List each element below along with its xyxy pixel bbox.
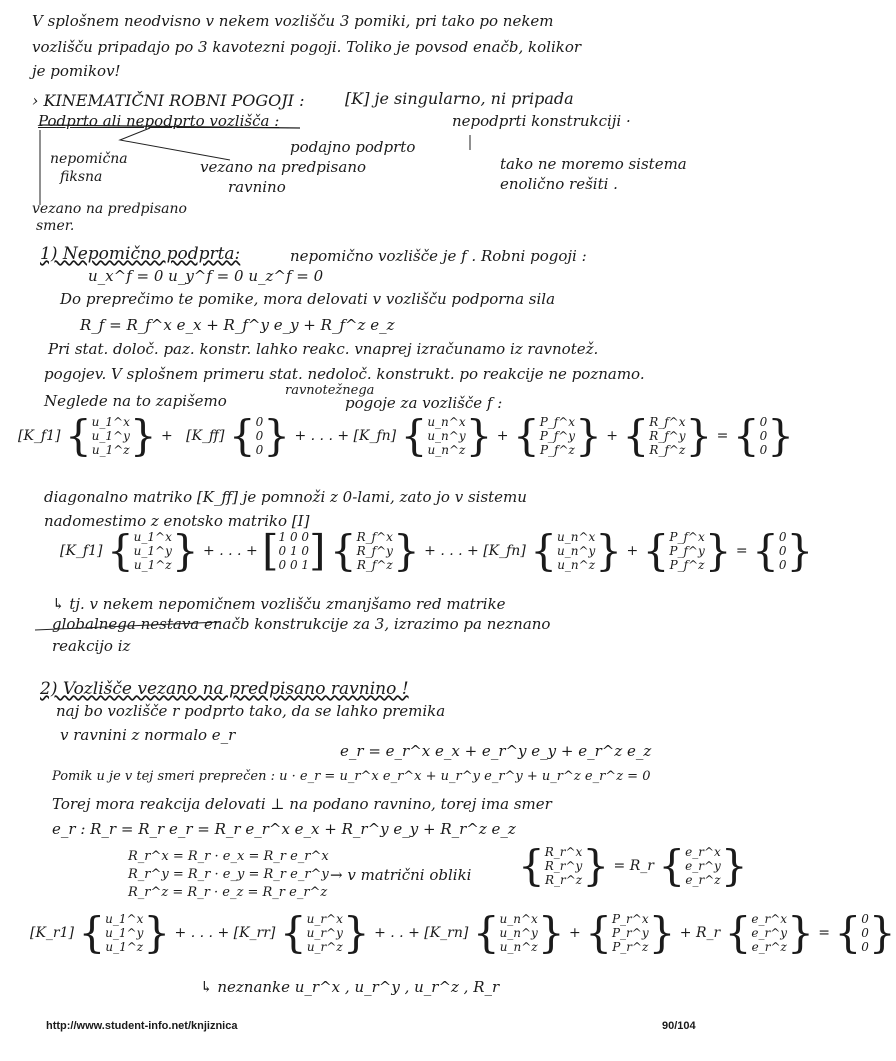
section-1-line-4: Pri stat. določ. paz. konstr. lahko reakc. vnaprej izračunamo iz ravnotež.	[48, 340, 599, 358]
matrix-form-label: → v matrični obliki	[330, 866, 472, 884]
section-1-line-8: nadomestimo z enotsko matriko [I]	[44, 512, 310, 530]
section-1-line-10: globalnega nestava enačb konstrukcije za 3, izrazimo pa neznano	[52, 615, 551, 633]
section-1-line-6c: pogoje za vozlišče f :	[345, 394, 503, 412]
support-types-title: Podprto ali nepodprto vozlišča :	[38, 112, 280, 130]
elastic-support-label: podajno podprto	[290, 138, 416, 156]
section-1-line-2: Do preprečimo te pomike, mora delovati v vozlišču podporna sila	[60, 290, 556, 308]
footer-url[interactable]: http://www.student-info.net/knjiznica	[46, 1020, 238, 1032]
reaction-x: R_r^x = R_r · e_x = R_r e_r^x	[128, 849, 329, 864]
direction-support-label: vezano na predpisano	[32, 201, 187, 217]
equation-4: [K_r1] { u_1^x u_1^y u_1^z } + . . . + [K_rr] { u_r^x u_r^y u_r^z } + . . + [K_rn] { u_n^x u_n^y u_n^z } + { P_r^x P_r^y P_r^z } + R_r { e_r^x e_r^y e_r^z } = { 0 0 0 }	[30, 908, 896, 957]
intro-line-2: vozlišču pripadajo po 3 kavotezni pogoji. Toliko je povsod enačb, kolikor	[32, 38, 582, 56]
kinematic-note: [K] je singularno, ni pripada	[345, 89, 574, 108]
section-1-line-6: Neglede na to zapišemo	[44, 392, 227, 410]
direction-support-label-2: smer.	[36, 218, 75, 234]
section-1-line-11: reakcijo iz	[52, 637, 131, 655]
section-1-title: 1) Nepomično podprta:	[40, 244, 241, 264]
equation-3: { R_r^x R_r^y R_r^z } = R_r { e_r^x e_r^y e_r^z }	[518, 841, 748, 890]
intro-line-3: je pomikov!	[32, 62, 121, 80]
reaction-z: R_r^z = R_r · e_z = R_r e_r^z	[128, 885, 328, 900]
section-1-conditions: u_x^f = 0 u_y^f = 0 u_z^f = 0	[88, 267, 324, 285]
no-solution-note-2: enolično rešiti .	[500, 175, 618, 193]
plane-support-label: vezano na predpisano	[200, 158, 367, 176]
fixed-support-label: nepomična	[50, 151, 128, 167]
section-2-line-2: naj bo vozlišče r podprto tako, da se lahko premika	[56, 702, 446, 720]
section-1-line-5: pogojev. V splošnem primeru stat. nedoloč. konstrukt. po reakcije ne poznamo.	[44, 365, 645, 383]
kinematic-note-2: nepodprti konstrukciji ·	[452, 112, 631, 130]
reaction-y: R_r^y = R_r · e_y = R_r e_r^y	[128, 867, 329, 882]
section-2-line-7: e_r : R_r = R_r e_r = R_r e_r^x e_x + R_r^y e_y + R_r^z e_z	[52, 820, 516, 838]
fixed-support-label-2: fiksna	[60, 169, 103, 185]
section-1-line-9: ↳ tj. v nekem nepomičnem vozlišču zmanjšamo red matrike	[52, 595, 506, 613]
reaction-formula: R_f = R_f^x e_x + R_f^y e_y + R_f^z e_z	[80, 316, 395, 334]
plane-support-label-2: ravnino	[228, 178, 286, 196]
section-2-line-5: Pomik u je v tej smeri preprečen : u · e_r = u_r^x e_r^x + u_r^y e_r^y + u_r^z e_r^z = 0	[52, 769, 651, 784]
section-1-line-6b: ravnotežnega	[285, 383, 375, 398]
section-1-intro: nepomično vozlišče je f . Robni pogoji :	[290, 247, 587, 265]
equation-2: [K_f1] { u_1^x u_1^y u_1^z } + . . . + [ 1 0 0 0 1 0 0 0 1 ] { R_f^x R_f^y R_f^z } + . . . + [K_fn] { u_n^x u_n^y u_n^z } + { P_f^x P_f^y P_f^z } = { 0 0 0 }	[60, 526, 814, 575]
no-solution-note: tako ne moremo sistema	[500, 155, 687, 173]
kinematic-heading: › KINEMATIČNI ROBNI POGOJI :	[32, 91, 305, 110]
intro-line-1: V splošnem neodvisno v nekem vozlišču 3 pomiki, pri tako po nekem	[32, 12, 554, 30]
section-2-line-3: v ravnini z normalo e_r	[60, 726, 236, 744]
section-2-line-6: Torej mora reakcija delovati ⊥ na podano ravnino, torej ima smer	[52, 795, 552, 813]
unknowns-note: ↳ neznanke u_r^x , u_r^y , u_r^z , R_r	[200, 978, 500, 996]
section-1-line-7: diagonalno matriko [K_ff] je pomnoži z 0-lami, zato jo v sistemu	[44, 488, 527, 506]
section-2-title: 2) Vozlišče vezano na predpisano ravnino !	[40, 679, 409, 699]
normal-vector-formula: e_r = e_r^x e_x + e_r^y e_y + e_r^z e_z	[340, 742, 652, 760]
equation-1: [K_f1] { u_1^x u_1^y u_1^z } + [K_ff] { 0 0 0 } + . . . + [K_fn] { u_n^x u_n^y u_n^z } + { P_f^x P_f^y P_f^z } + { R_f^x R_f^y R_f^z } = { 0 0 0 }	[18, 411, 794, 460]
page-number: 90/104	[662, 1020, 696, 1032]
